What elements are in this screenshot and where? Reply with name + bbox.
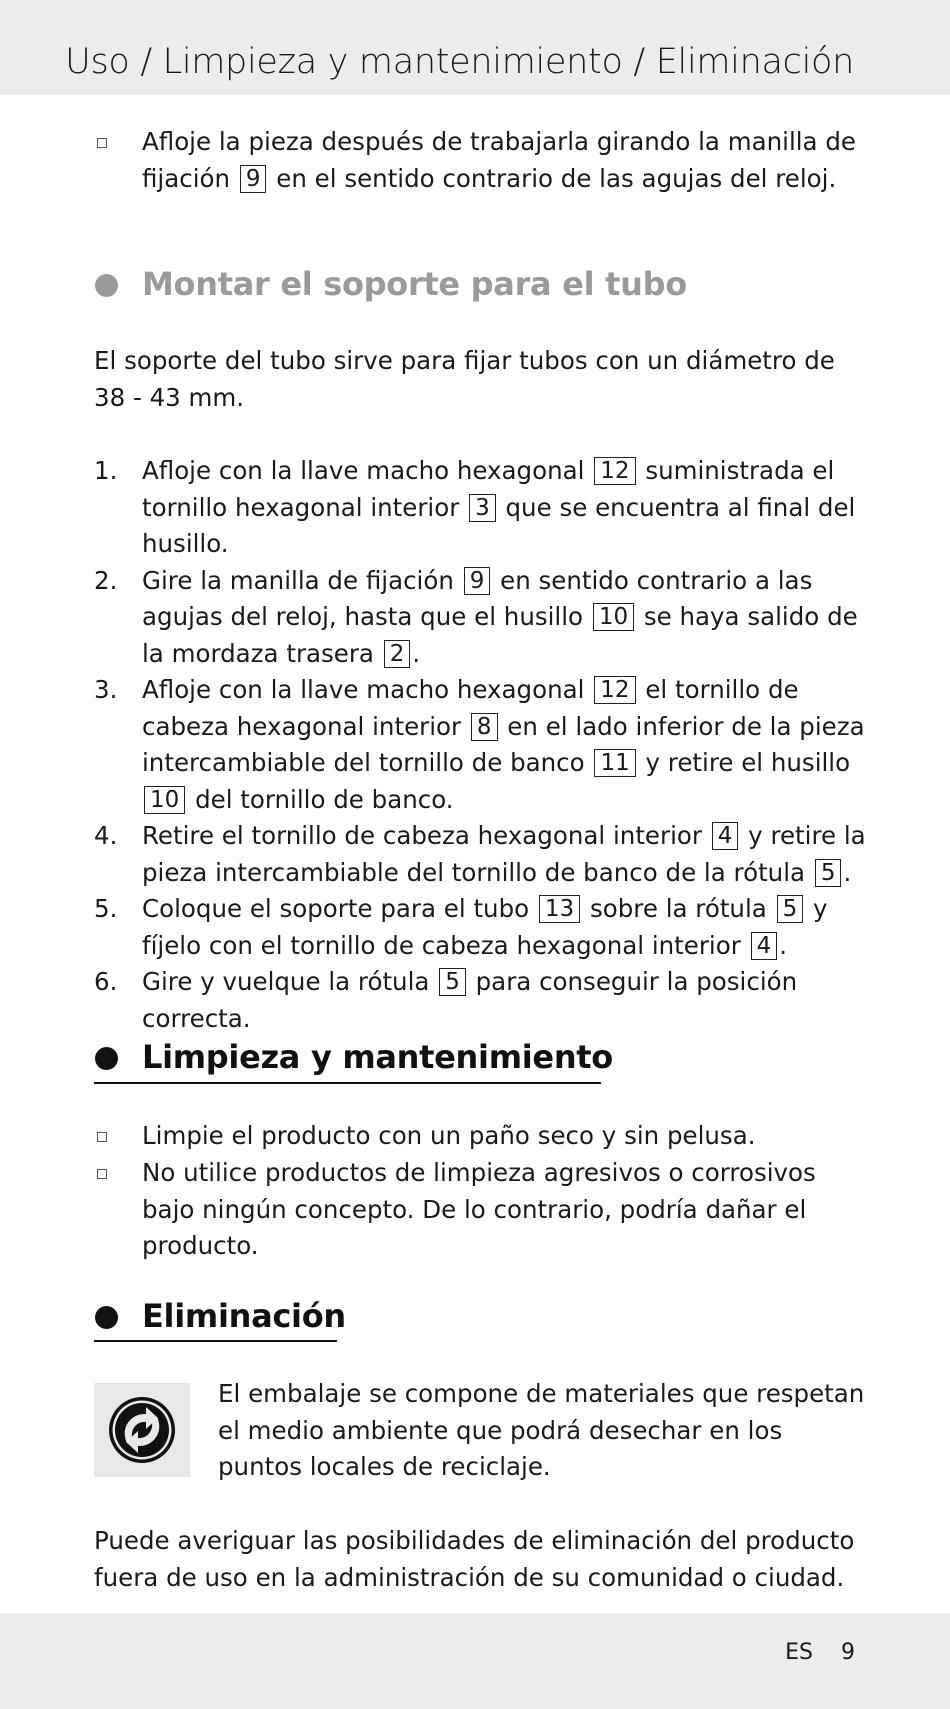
ref-number: 10 <box>593 603 634 631</box>
step-item: 2. Gire la manilla de fijación 9 en sentido contrario a las agujas del reloj, hasta que el husillo 10 se haya salido de la mordaza trasera 2 . <box>94 565 858 668</box>
language-code: ES <box>785 1640 813 1665</box>
green-dot-recycling-icon <box>94 1383 190 1477</box>
step-item: 1. Afloje con la llave macho hexagonal 12 suministrada el tornillo hexagonal interior 3 que se encuentra al final del husillo. <box>94 456 856 558</box>
filled-circle-icon <box>95 274 118 297</box>
square-bullet-icon <box>97 1132 107 1142</box>
page-number: 9 <box>841 1640 855 1665</box>
ref-number: 10 <box>144 786 185 814</box>
step-item: 5. Coloque el soporte para el tubo 13 sobre la rótula 5 y fíjelo con el tornillo de cabeza hexagonal interior 4 . <box>94 894 828 960</box>
ref-number: 9 <box>464 567 491 595</box>
step-item: 3. Afloje con la llave macho hexagonal 12 el tornillo de cabeza hexagonal interior 8 en el lado inferior de la pieza intercambiable del tornillo de banco 11 y retire el husillo 10 del tornillo de banco. <box>94 675 865 814</box>
step-item: 4. Retire el tornillo de cabeza hexagonal interior 4 y retire la pieza intercambiable del tornillo de banco de la rótula 5 . <box>94 821 866 887</box>
square-bullet-icon <box>97 138 107 148</box>
ref-number: 9 <box>240 165 267 193</box>
square-bullet-icon <box>97 1169 107 1179</box>
ref-number: 2 <box>384 640 411 668</box>
ref-number: 5 <box>815 859 842 887</box>
ref-number: 12 <box>594 676 635 704</box>
step-item: 6. Gire y vuelque la rótula 5 para conseguir la posición correcta. <box>94 967 798 1033</box>
section-underline <box>94 1082 601 1084</box>
page-header-title: Uso / Limpieza y mantenimiento / Eliminación <box>65 42 854 82</box>
filled-circle-icon <box>95 1306 118 1329</box>
section-title: Montar el soporte para el tubo <box>142 265 687 303</box>
ref-number: 12 <box>594 457 635 485</box>
assembly-steps <box>94 453 866 1037</box>
ref-number: 13 <box>539 895 580 923</box>
ref-number: 4 <box>751 932 778 960</box>
section-underline <box>94 1340 337 1342</box>
cleaning-bullet: No utilice productos de limpieza agresivos o corrosivos bajo ningún concepto. De lo contrario, podría dañar el producto. <box>94 1155 864 1265</box>
intro-bullet-text: Afloje la pieza después de trabajarla girando la manilla de fijación 9 en el sentido contrario de las agujas del reloj. <box>142 127 856 193</box>
footer-label <box>785 1640 855 1665</box>
ref-number: 8 <box>471 713 498 741</box>
cleaning-bullet: Limpie el producto con un paño seco y sin pelusa. <box>94 1118 864 1155</box>
intro-bullet <box>94 124 864 197</box>
filled-circle-icon <box>95 1047 118 1070</box>
tube-description: El soporte del tubo sirve para fijar tubos con un diámetro de 38 - 43 mm. <box>94 346 835 412</box>
ref-number: 3 <box>469 494 496 522</box>
ref-number: 11 <box>594 749 635 777</box>
section-title: Limpieza y mantenimiento <box>142 1038 613 1076</box>
ref-number: 5 <box>777 895 804 923</box>
ref-number: 4 <box>712 822 739 850</box>
disposal-info-text: Puede averiguar las posibilidades de eliminación del producto fuera de uso en la administración de su comunidad o ciudad. <box>94 1526 855 1592</box>
ref-number: 5 <box>439 968 466 996</box>
section-title: Eliminación <box>142 1297 346 1335</box>
recycling-symbol-box <box>94 1383 190 1477</box>
packaging-disposal-text: El embalaje se compone de materiales que respetan el medio ambiente que podrá desechar en los puntos locales de reciclaje. <box>218 1379 865 1481</box>
